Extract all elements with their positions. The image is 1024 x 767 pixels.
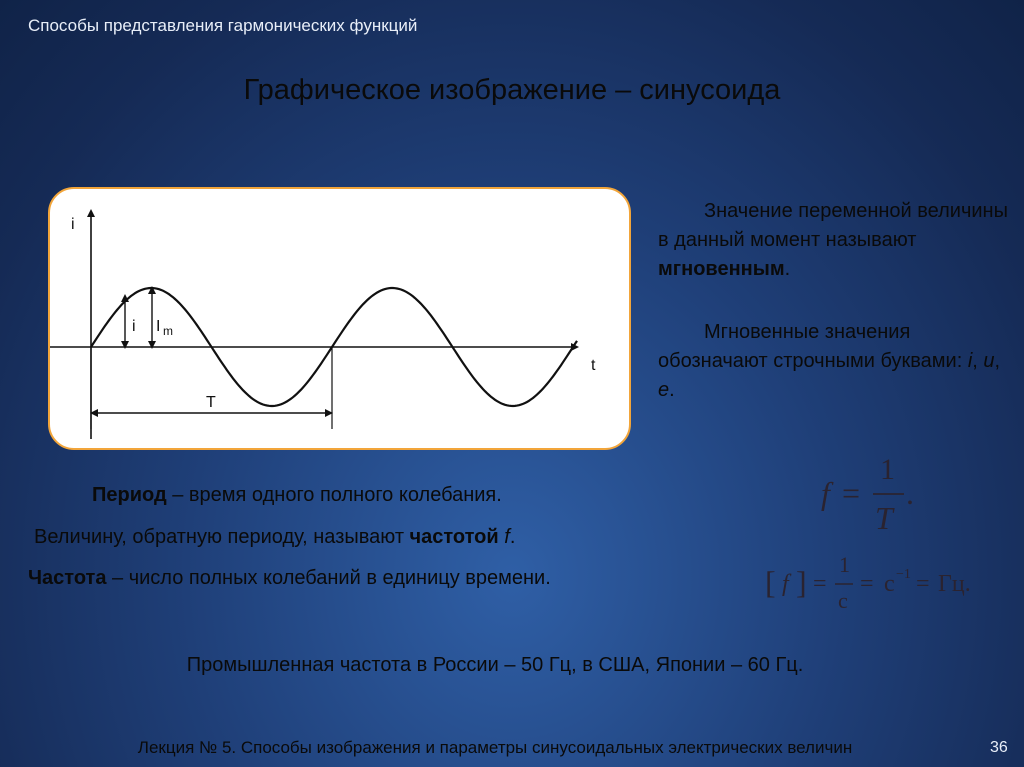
frequency-unit-formula bbox=[760, 550, 1000, 620]
sinusoid-graph-card bbox=[48, 187, 631, 450]
period-label: T bbox=[206, 394, 216, 411]
svg-text:=: = bbox=[813, 571, 827, 597]
svg-text:−1: −1 bbox=[896, 567, 911, 582]
svg-text:Гц.: Гц. bbox=[938, 571, 971, 597]
svg-text:f: f bbox=[821, 475, 830, 511]
frequency-reciprocal-statement: Величину, обратную периоду, называют частотой f. bbox=[34, 526, 516, 548]
svg-text:=: = bbox=[916, 571, 930, 597]
amplitude-subscript: m bbox=[163, 324, 173, 338]
term-instantaneous: мгновенным bbox=[658, 258, 785, 280]
svg-text:c: c bbox=[838, 588, 848, 613]
svg-text:f: f bbox=[782, 571, 789, 597]
svg-text:]: ] bbox=[796, 564, 807, 600]
svg-text:1: 1 bbox=[839, 552, 850, 577]
period-definition: Период – время одного полного колебания. bbox=[92, 484, 502, 506]
svg-text:=: = bbox=[842, 475, 861, 511]
svg-text:1: 1 bbox=[880, 453, 895, 486]
svg-text:.: . bbox=[906, 475, 914, 511]
footer-lecture-title: Лекция № 5. Способы изображения и параметры синусоидальных электрических величин bbox=[137, 738, 853, 757]
industrial-frequency-note: Промышленная частота в России – 50 Гц, в США, Японии – 60 Гц. bbox=[186, 654, 804, 676]
section-subtitle: Способы представления гармонических функций bbox=[28, 16, 418, 35]
page-title: Графическое изображение – синусоида bbox=[243, 74, 781, 106]
notation-definition: Мгновенные значения обозначают строчными буквами: i, u, e. bbox=[658, 321, 1001, 401]
svg-text:c: c bbox=[884, 571, 895, 597]
instantaneous-value-definition: Значение переменной величины в данный момент называют мгновенным. bbox=[658, 200, 1008, 280]
amplitude-label: I bbox=[156, 318, 161, 335]
instant-value-label: i bbox=[132, 318, 136, 335]
x-axis-label: t bbox=[591, 357, 596, 374]
term-frequency: частотой bbox=[409, 526, 499, 548]
svg-text:=: = bbox=[860, 571, 874, 597]
svg-text:T: T bbox=[875, 500, 893, 536]
y-axis-label: i bbox=[71, 216, 75, 233]
svg-text:[: [ bbox=[765, 564, 776, 600]
sinusoid-graph bbox=[50, 189, 631, 450]
frequency-formula bbox=[818, 452, 938, 542]
frequency-definition: Частота – число полных колебаний в единицу времени. bbox=[28, 567, 551, 589]
term-period: Период bbox=[92, 484, 167, 506]
page-number: 36 bbox=[990, 739, 1008, 756]
term-frequency-2: Частота bbox=[28, 567, 107, 589]
